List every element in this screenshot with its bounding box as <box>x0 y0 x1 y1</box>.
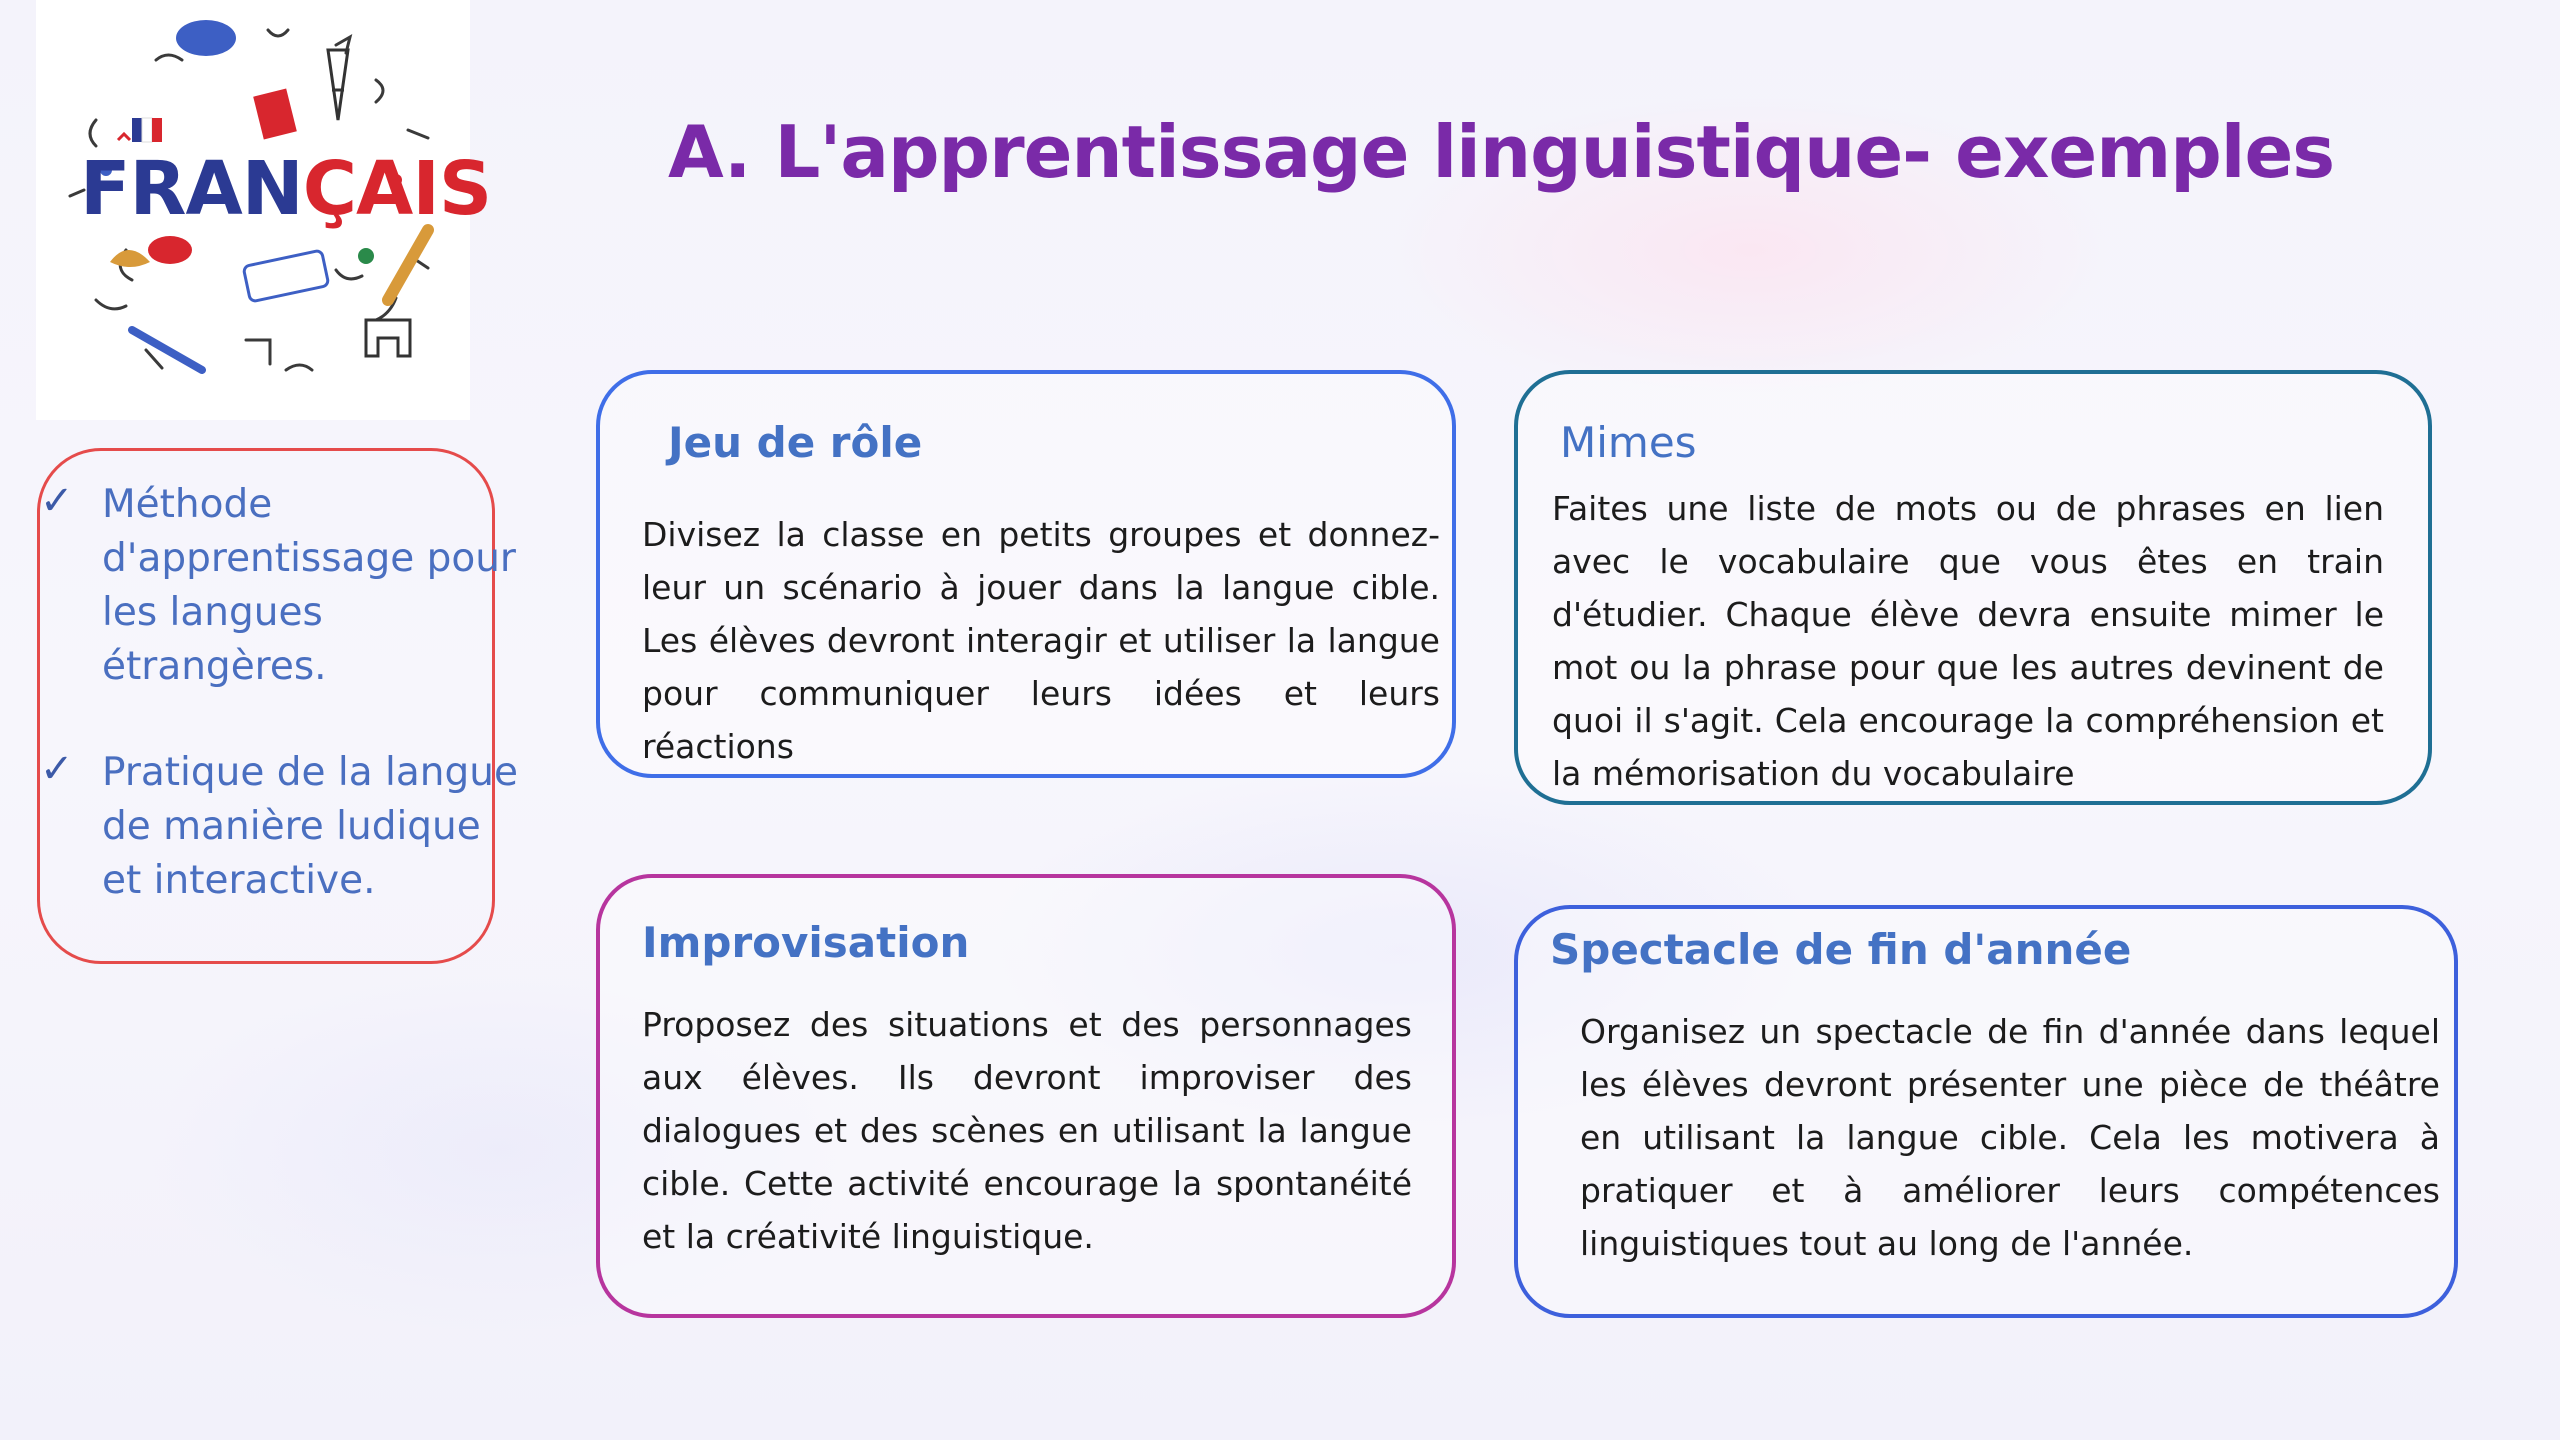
card-text: Divisez la classe en petits groupes et donnez-leur un scénario à jouer dans la langue cible. Les élèves devront interagir et utiliser la langue pour communiquer leurs idées et leurs réactions <box>642 515 1440 766</box>
francais-logo <box>36 0 492 420</box>
logo-word-red: ÇAIS <box>302 146 492 232</box>
slide-title: A. L'apprentissage linguistique- exemples <box>668 110 2335 194</box>
summary-bullet-text: Méthode d'apprentissage pour les langues étrangères. <box>102 482 516 689</box>
card-jeu-de-role <box>596 370 1456 778</box>
logo-word-blue: FRAN <box>80 146 303 232</box>
card-text: Organisez un spectacle de fin d'année dans lequel les élèves devront présenter une pièce de théâtre en utilisant la langue cible. Cela les motivera à pratiquer et à améliorer leurs compétences linguistiques tout au long de l'année. <box>1580 1012 2440 1263</box>
card-title: Spectacle de fin d'année <box>1550 925 2132 974</box>
card-mimes <box>1514 370 2432 805</box>
card-spectacle <box>1514 905 2458 1318</box>
card-title: Jeu de rôle <box>668 418 923 467</box>
check-icon: ✓ <box>40 746 74 792</box>
summary-bullet-text: Pratique de la langue de manière ludique et interactive. <box>102 750 518 903</box>
check-icon: ✓ <box>40 478 74 524</box>
card-improvisation <box>596 874 1456 1318</box>
card-title: Mimes <box>1560 418 1697 467</box>
card-title: Improvisation <box>642 918 970 967</box>
card-text: Proposez des situations et des personnages aux élèves. Ils devront improviser des dialogues et des scènes en utilisant la langue cible. Cette activité encourage la spontanéité et la créativité linguistique. <box>642 1005 1412 1256</box>
card-text: Faites une liste de mots ou de phrases en lien avec le vocabulaire que vous êtes en train d'étudier. Chaque élève devra ensuite mimer le mot ou la phrase pour que les autres devinent de quoi il s'agit. Cela encourage la compréhension et la mémorisation du vocabulaire <box>1552 489 2384 793</box>
logo-wordmark <box>80 146 492 232</box>
